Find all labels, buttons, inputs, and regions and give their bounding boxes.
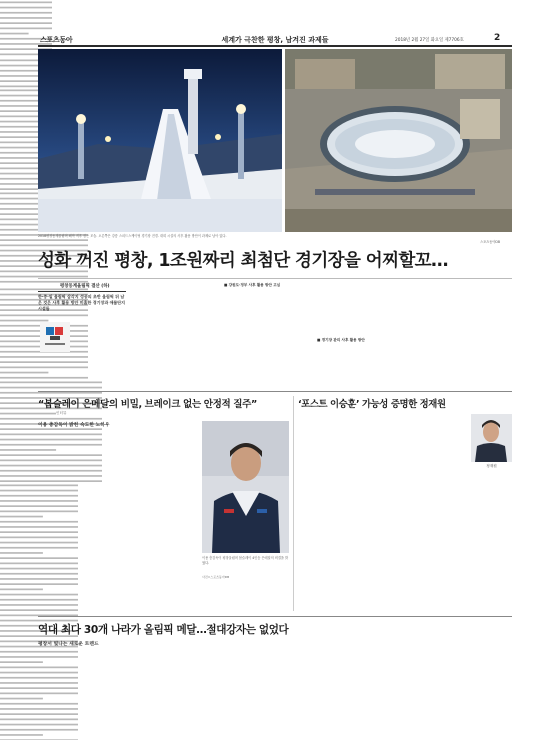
skater-name-label: 정재원	[486, 464, 497, 468]
bobsled-subhead: 이용 총감독이 밝힌 숙도한 노하우	[38, 423, 110, 428]
top-photo-credit: 스포츠동아DB	[480, 240, 501, 244]
top-headline: 성화 꺼진 평창, 1조원짜리 최첨단 경기장을 어찌할꼬…	[38, 251, 448, 271]
bobsled-headline: “봅슬레이 은메달의 비밀, 브레이크 없는 안정적 질주”	[38, 399, 257, 410]
skating-oval-photo	[285, 49, 512, 232]
top-lead: 한·중·일 올림픽 삼각지 성공의 초반 올림픽 뒤 남은 것은 사후 활용 방안 미흡한 경기장과 애물단지 시설들	[38, 294, 126, 311]
medal-subhead: 평창서 빛나는 새로운 트렌드	[38, 642, 99, 647]
page-number: 2	[494, 33, 501, 43]
olympic-emblem-image	[40, 322, 70, 352]
column-divider	[293, 396, 294, 611]
bobsled-tag: 인터뷰	[56, 411, 67, 415]
section-title: 세계가 극찬한 평창, 남겨진 과제들	[221, 36, 329, 44]
section-divider-1	[38, 391, 512, 392]
skater-headline: ‘포스트 이승훈’ 가능성 증명한 정재원	[298, 399, 446, 410]
issue-date: 2018년 2월 27일 화요일 제7706호	[395, 38, 464, 43]
coach-photo-credit: 사진=스포츠동아DB	[202, 575, 230, 579]
top-photo-caption: 2018평창동계올림픽 폐막 직후 잠든 모습. 오른쪽은 강릉 스피드스케이팅 경기장 전경. 대회 시설의 사후 활용 방안이 과제로 남아 있다.	[38, 234, 227, 238]
coach-portrait-photo	[202, 421, 289, 553]
section-divider-2	[38, 616, 512, 617]
newspaper-logo: 스포츠동아	[40, 36, 73, 44]
header-rule	[38, 45, 512, 47]
series-label-rule	[38, 291, 126, 292]
top-subhead-1: ■ 강원도·정부 사후 활용 방안 고심	[224, 283, 281, 287]
top-subhead-2: ■ 경기장 관리 사후 활용 방안	[317, 338, 365, 342]
ski-jump-photo	[38, 49, 282, 232]
series-label: 평창동계올림픽 결산 (하)	[60, 284, 110, 289]
medal-headline: 역대 최다 30개 나라가 올림픽 메달…절대강자는 없었다	[38, 624, 289, 636]
coach-photo-caption: 이용 총감독이 평창올림픽 봅슬레이 4인승 은메달의 비결을 밝혔다.	[202, 556, 289, 565]
skater-portrait-photo	[471, 414, 512, 462]
top-headline-rule	[38, 278, 512, 279]
bobsled-column-2	[0, 665, 78, 740]
bobsled-column-1	[0, 483, 78, 665]
